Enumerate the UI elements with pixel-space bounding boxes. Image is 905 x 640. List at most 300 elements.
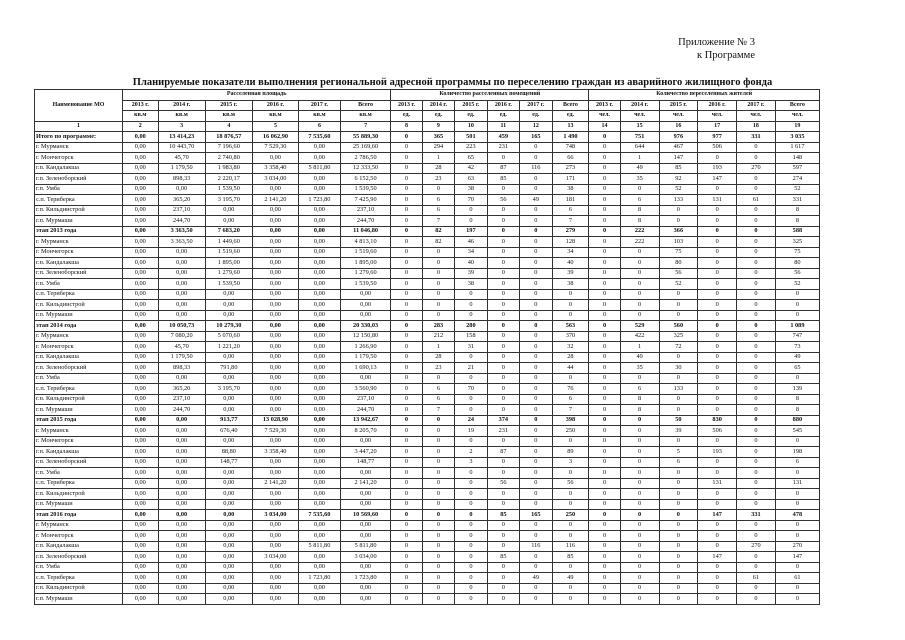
cell-value: 0 — [487, 310, 519, 321]
cell-value: 0 — [487, 405, 519, 416]
cell-mo-name: с.п. Териберка — [35, 478, 123, 489]
cell-value: 0,00 — [123, 258, 159, 269]
cell-value: 7 — [422, 405, 454, 416]
cell-value: 0 — [698, 153, 737, 164]
cell-value: 0 — [391, 174, 422, 185]
cell-value: 0,00 — [252, 321, 298, 332]
cell-value: 0 — [520, 184, 552, 195]
cell-value: 0 — [620, 489, 659, 500]
cell-value: 3 035 — [775, 132, 819, 143]
cell-value: 0,00 — [298, 373, 340, 384]
cell-value: 0 — [422, 520, 454, 531]
cell-value: 0 — [455, 499, 487, 510]
cell-value: 0,00 — [298, 478, 340, 489]
cell-value: 8 — [620, 205, 659, 216]
cell-value: 0 — [391, 520, 422, 531]
cell-value: 0 — [455, 531, 487, 542]
cell-value: 370 — [552, 331, 589, 342]
cell-value: 61 — [737, 195, 776, 206]
cell-value: 0,00 — [340, 531, 390, 542]
cell-value: 0 — [422, 373, 454, 384]
cell-value: 0 — [589, 573, 620, 584]
cell-value: 0 — [487, 237, 519, 248]
cell-value: 0 — [552, 489, 589, 500]
cell-value: 0 — [698, 394, 737, 405]
cell-value: 0 — [520, 426, 552, 437]
cell-value: 0 — [487, 226, 519, 237]
cell-value: 0,00 — [123, 373, 159, 384]
cell-value: 1 519,60 — [340, 247, 390, 258]
cell-value: 501 — [455, 132, 487, 143]
cell-value: 42 — [455, 163, 487, 174]
cell-value: 0,00 — [340, 300, 390, 311]
cell-value: 0 — [620, 258, 659, 269]
cell-value: 1 279,60 — [205, 268, 252, 279]
cell-value: 38 — [552, 279, 589, 290]
cell-value: 0,00 — [205, 594, 252, 605]
cell-mo-name: с.п. Териберка — [35, 195, 123, 206]
cell-value: 0 — [698, 300, 737, 311]
cell-value: 0 — [737, 342, 776, 353]
cell-value: 398 — [552, 415, 589, 426]
cell-value: 85 — [487, 174, 519, 185]
header-colnum-1: 2 — [123, 121, 159, 132]
cell-value: 28 — [422, 163, 454, 174]
cell-value: 0,00 — [298, 394, 340, 405]
cell-value: 0 — [620, 573, 659, 584]
cell-value: 0 — [620, 541, 659, 552]
cell-value: 165 — [520, 132, 552, 143]
cell-value: 331 — [775, 195, 819, 206]
header-colnum-16: 17 — [698, 121, 737, 132]
cell-value: 0 — [520, 363, 552, 374]
cell-value: 0 — [737, 384, 776, 395]
cell-value: 0 — [737, 499, 776, 510]
cell-value: 1 723,80 — [298, 195, 340, 206]
cell-mo-name: г. Мончегорск — [35, 531, 123, 542]
cell-value: 7 080,20 — [158, 331, 205, 342]
cell-value: 0 — [589, 184, 620, 195]
table-row — [35, 184, 820, 195]
cell-value: 6 — [775, 457, 819, 468]
cell-value: 0,00 — [205, 478, 252, 489]
cell-value: 35 — [620, 174, 659, 185]
cell-value: 1 539,50 — [205, 279, 252, 290]
cell-value: 66 — [552, 153, 589, 164]
cell-value: 63 — [455, 174, 487, 185]
cell-value: 6 — [422, 205, 454, 216]
cell-value: 0 — [487, 153, 519, 164]
cell-mo-name: г.п. Кандалакша — [35, 258, 123, 269]
header-year-10: 2017 г. — [520, 100, 552, 111]
cell-value: 0 — [391, 552, 422, 563]
header-unit-14: чел. — [659, 111, 698, 122]
cell-value: 0,00 — [158, 531, 205, 542]
cell-value: 0,00 — [252, 247, 298, 258]
header-colnum-10: 11 — [487, 121, 519, 132]
cell-value: 294 — [422, 142, 454, 153]
cell-value: 133 — [659, 195, 698, 206]
cell-value: 3 034,00 — [340, 552, 390, 563]
cell-value: 0,00 — [123, 352, 159, 363]
cell-value: 0,00 — [158, 279, 205, 290]
cell-value: 0 — [487, 594, 519, 605]
cell-value: 0 — [520, 205, 552, 216]
cell-value: 0 — [589, 247, 620, 258]
cell-value: 7 425,90 — [340, 195, 390, 206]
cell-value: 0 — [589, 216, 620, 227]
cell-value: 0 — [422, 457, 454, 468]
cell-value: 0,00 — [298, 184, 340, 195]
cell-value: 0 — [620, 531, 659, 542]
cell-value: 0,00 — [158, 583, 205, 594]
cell-value: 8 — [775, 205, 819, 216]
cell-value: 147 — [698, 174, 737, 185]
cell-value: 898,33 — [158, 363, 205, 374]
cell-value: 0,00 — [252, 520, 298, 531]
cell-mo-name: г.п. Зеленоборский — [35, 174, 123, 185]
cell-value: 0 — [552, 594, 589, 605]
cell-value: 1 539,50 — [340, 279, 390, 290]
cell-value: 222 — [620, 226, 659, 237]
cell-value: 13 028,90 — [252, 415, 298, 426]
cell-value: 12 150,80 — [340, 331, 390, 342]
cell-value: 0 — [422, 289, 454, 300]
cell-value: 2 141,20 — [340, 478, 390, 489]
cell-value: 87 — [487, 447, 519, 458]
cell-value: 88,80 — [205, 447, 252, 458]
cell-value: 0 — [391, 300, 422, 311]
cell-value: 0 — [487, 457, 519, 468]
cell-value: 231 — [487, 142, 519, 153]
cell-value: 365,20 — [158, 384, 205, 395]
cell-value: 270 — [737, 163, 776, 174]
table-row — [35, 153, 820, 164]
header-year-7: 2014 г. — [422, 100, 454, 111]
cell-value: 5 811,80 — [298, 163, 340, 174]
cell-value: 0 — [775, 300, 819, 311]
cell-value: 0,00 — [158, 499, 205, 510]
cell-value: 38 — [455, 279, 487, 290]
cell-value: 2 — [455, 447, 487, 458]
cell-value: 0 — [589, 174, 620, 185]
table-row — [35, 342, 820, 353]
cell-value: 24 — [455, 415, 487, 426]
cell-value: 0 — [698, 573, 737, 584]
cell-value: 197 — [455, 226, 487, 237]
cell-value: 0 — [698, 583, 737, 594]
cell-mo-name: г.п. Умба — [35, 373, 123, 384]
cell-value: 0 — [659, 489, 698, 500]
cell-value: 0 — [589, 153, 620, 164]
cell-value: 44 — [552, 363, 589, 374]
cell-value: 0 — [391, 342, 422, 353]
cell-value: 34 — [455, 247, 487, 258]
header-colnum-15: 16 — [659, 121, 698, 132]
cell-value: 0 — [422, 489, 454, 500]
cell-value: 0 — [737, 583, 776, 594]
cell-value: 374 — [487, 415, 519, 426]
cell-value: 7 683,20 — [205, 226, 252, 237]
cell-mo-name: г.п. Мурмаши — [35, 594, 123, 605]
header-unit-6: ед. — [391, 111, 422, 122]
cell-value: 0 — [589, 331, 620, 342]
cell-value: 0,00 — [158, 562, 205, 573]
cell-value: 0 — [620, 279, 659, 290]
cell-value: 0,00 — [123, 226, 159, 237]
cell-value: 0 — [589, 268, 620, 279]
cell-mo-name: с.п. Териберка — [35, 384, 123, 395]
cell-value: 0,00 — [123, 247, 159, 258]
header-year-15: 2016 г. — [698, 100, 737, 111]
cell-value: 467 — [659, 142, 698, 153]
cell-mo-name: этап 2013 года — [35, 226, 123, 237]
cell-mo-name: г.п. Зеленоборский — [35, 457, 123, 468]
cell-value: 0 — [455, 478, 487, 489]
cell-value: 0,00 — [252, 331, 298, 342]
header-year-8: 2015 г. — [455, 100, 487, 111]
cell-value: 198 — [775, 447, 819, 458]
header-year-1: 2014 г. — [158, 100, 205, 111]
cell-value: 0 — [391, 405, 422, 416]
table-row — [35, 310, 820, 321]
table-row — [35, 468, 820, 479]
cell-value: 0 — [659, 373, 698, 384]
cell-value: 0 — [391, 247, 422, 258]
cell-value: 0 — [620, 499, 659, 510]
cell-value: 830 — [698, 415, 737, 426]
cell-value: 87 — [487, 163, 519, 174]
cell-value: 50 — [659, 415, 698, 426]
table-row — [35, 331, 820, 342]
cell-value: 0 — [391, 510, 422, 521]
cell-value: 72 — [659, 342, 698, 353]
cell-value: 0 — [552, 289, 589, 300]
cell-value: 0 — [698, 373, 737, 384]
cell-value: 193 — [698, 163, 737, 174]
cell-value: 0,00 — [158, 541, 205, 552]
cell-value: 0,00 — [340, 373, 390, 384]
cell-value: 0,00 — [205, 531, 252, 542]
cell-value: 0,00 — [123, 142, 159, 153]
cell-value: 0,00 — [123, 132, 159, 143]
cell-value: 0 — [589, 489, 620, 500]
cell-mo-name: г.п. Мурмаши — [35, 405, 123, 416]
cell-value: 0 — [520, 405, 552, 416]
header-colnum-12: 13 — [552, 121, 589, 132]
table-row — [35, 562, 820, 573]
header-year-0: 2013 г. — [123, 100, 159, 111]
cell-value: 459 — [487, 132, 519, 143]
cell-value: 0 — [391, 363, 422, 374]
cell-value: 0,00 — [158, 373, 205, 384]
cell-value: 131 — [698, 195, 737, 206]
cell-value: 0,00 — [298, 352, 340, 363]
cell-value: 0 — [391, 132, 422, 143]
cell-value: 0,00 — [123, 331, 159, 342]
cell-value: 0,00 — [298, 205, 340, 216]
cell-value: 0,00 — [158, 268, 205, 279]
cell-value: 0 — [737, 531, 776, 542]
cell-value: 147 — [698, 510, 737, 521]
cell-value: 0,00 — [298, 384, 340, 395]
cell-value: 0 — [659, 352, 698, 363]
cell-value: 0 — [391, 436, 422, 447]
cell-value: 61 — [737, 573, 776, 584]
cell-value: 0 — [391, 226, 422, 237]
cell-value: 0 — [698, 457, 737, 468]
cell-value: 237,10 — [158, 394, 205, 405]
cell-value: 3 560,90 — [340, 384, 390, 395]
cell-value: 0,00 — [205, 468, 252, 479]
cell-value: 0 — [589, 289, 620, 300]
table-row — [35, 163, 820, 174]
header-group-premises: Количество расселенных помещений — [391, 90, 589, 101]
cell-value: 0 — [391, 562, 422, 573]
cell-value: 0 — [422, 499, 454, 510]
cell-value: 1 490 — [552, 132, 589, 143]
table-row — [35, 426, 820, 437]
cell-value: 0 — [487, 531, 519, 542]
cell-value: 34 — [552, 247, 589, 258]
cell-value: 0 — [487, 268, 519, 279]
cell-value: 0 — [391, 352, 422, 363]
cell-value: 35 — [620, 363, 659, 374]
cell-value: 49 — [620, 352, 659, 363]
table-row — [35, 405, 820, 416]
cell-value: 0 — [391, 426, 422, 437]
cell-value: 0 — [698, 436, 737, 447]
header-unit-10: ед. — [520, 111, 552, 122]
cell-value: 147 — [775, 552, 819, 563]
cell-value: 0 — [391, 142, 422, 153]
cell-value: 0 — [698, 310, 737, 321]
cell-value: 0,00 — [158, 510, 205, 521]
cell-value: 7 — [422, 216, 454, 227]
cell-mo-name: г. Мурманск — [35, 520, 123, 531]
cell-value: 0,00 — [158, 468, 205, 479]
cell-value: 11 046,80 — [340, 226, 390, 237]
cell-value: 181 — [552, 195, 589, 206]
cell-value: 0 — [659, 510, 698, 521]
cell-value: 147 — [659, 153, 698, 164]
header-unit-8: ед. — [455, 111, 487, 122]
cell-value: 0,00 — [158, 594, 205, 605]
cell-value: 0 — [391, 205, 422, 216]
cell-value: 0 — [391, 237, 422, 248]
cell-value: 0 — [455, 216, 487, 227]
header-group-residents: Количество переселенных жителей — [589, 90, 820, 101]
cell-value: 76 — [552, 384, 589, 395]
table-row-total — [35, 132, 820, 143]
cell-value: 0,00 — [252, 300, 298, 311]
cell-value: 0,00 — [252, 384, 298, 395]
cell-value: 0 — [455, 373, 487, 384]
cell-value: 0 — [552, 583, 589, 594]
header-colnum-3: 4 — [205, 121, 252, 132]
cell-value: 0 — [589, 373, 620, 384]
cell-value: 0,00 — [123, 478, 159, 489]
header-unit-7: ед. — [422, 111, 454, 122]
header-colnum-6: 7 — [340, 121, 390, 132]
cell-value: 0 — [775, 436, 819, 447]
cell-value: 0,00 — [252, 237, 298, 248]
cell-value: 644 — [620, 142, 659, 153]
cell-value: 0 — [455, 552, 487, 563]
cell-value: 82 — [422, 226, 454, 237]
cell-value: 0,00 — [123, 594, 159, 605]
cell-mo-name: г.п. Кандалакша — [35, 541, 123, 552]
cell-value: 0 — [775, 310, 819, 321]
cell-mo-name: г.п. Зеленоборский — [35, 268, 123, 279]
cell-value: 0 — [737, 520, 776, 531]
cell-value: 7 529,30 — [252, 142, 298, 153]
cell-value: 40 — [455, 258, 487, 269]
header-years-row — [35, 100, 820, 111]
cell-value: 0 — [620, 583, 659, 594]
cell-value: 250 — [552, 510, 589, 521]
table-row — [35, 394, 820, 405]
cell-value: 0 — [737, 426, 776, 437]
cell-value: 0 — [737, 457, 776, 468]
cell-value: 0 — [775, 373, 819, 384]
header-unit-17: чел. — [775, 111, 819, 122]
cell-value: 0,00 — [252, 289, 298, 300]
cell-value: 3 — [455, 457, 487, 468]
cell-value: 0 — [775, 531, 819, 542]
cell-value: 0 — [737, 436, 776, 447]
cell-value: 0 — [589, 562, 620, 573]
cell-value: 0 — [737, 447, 776, 458]
cell-value: 1 179,50 — [340, 352, 390, 363]
cell-value: 0,00 — [205, 541, 252, 552]
cell-value: 56 — [487, 478, 519, 489]
cell-value: 193 — [698, 447, 737, 458]
cell-value: 0 — [620, 562, 659, 573]
cell-value: 0 — [589, 300, 620, 311]
cell-value: 506 — [698, 142, 737, 153]
cell-value: 0 — [487, 436, 519, 447]
header-colnum-11: 12 — [520, 121, 552, 132]
cell-value: 158 — [455, 331, 487, 342]
header-colnum-18: 19 — [775, 121, 819, 132]
header-colnum-14: 15 — [620, 121, 659, 132]
cell-value: 0 — [391, 216, 422, 227]
table-row — [35, 289, 820, 300]
cell-value: 1 449,60 — [205, 237, 252, 248]
cell-mo-name: этап 2014 года — [35, 321, 123, 332]
cell-value: 0,00 — [158, 289, 205, 300]
cell-value: 0 — [520, 331, 552, 342]
cell-value: 0 — [422, 310, 454, 321]
cell-value: 28 — [552, 352, 589, 363]
cell-value: 913,77 — [205, 415, 252, 426]
cell-value: 0 — [455, 352, 487, 363]
cell-value: 49 — [552, 573, 589, 584]
cell-value: 0,00 — [123, 237, 159, 248]
cell-value: 52 — [659, 279, 698, 290]
cell-value: 0 — [520, 300, 552, 311]
cell-value: 0 — [391, 373, 422, 384]
cell-value: 80 — [659, 258, 698, 269]
cell-value: 0 — [589, 552, 620, 563]
cell-value: 0,00 — [252, 226, 298, 237]
cell-value: 0 — [487, 363, 519, 374]
cell-value: 0 — [520, 594, 552, 605]
cell-value: 0 — [698, 541, 737, 552]
cell-value: 0 — [455, 573, 487, 584]
cell-value: 0 — [589, 226, 620, 237]
